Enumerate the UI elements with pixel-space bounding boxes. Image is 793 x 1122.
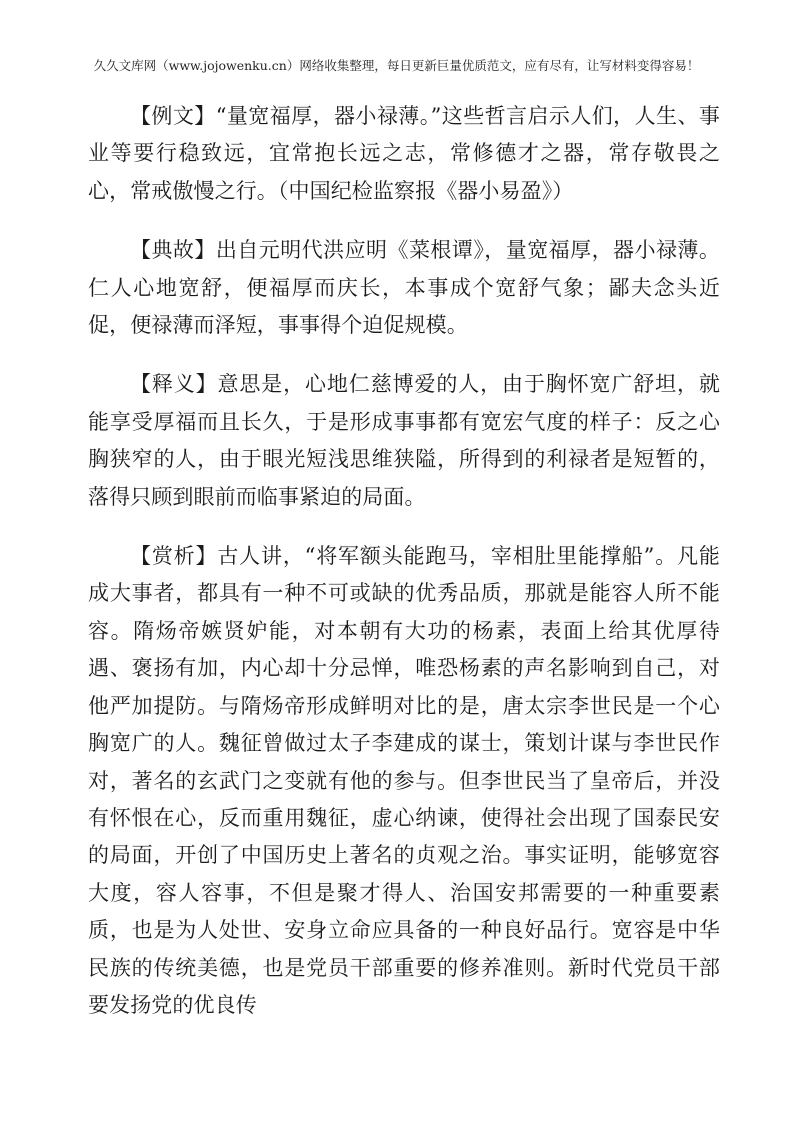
document-body — [88, 98, 720, 1046]
section-label: 【赏析】 — [130, 544, 218, 569]
section-text: “量宽福厚，器小禄薄。”这些哲言启示人们，人生、事业等要行稳致远，宜常抱长远之志，常修德才之器，常存敬畏之心，常戒傲慢之行。（中国纪检监察报《器小易盈》） — [88, 104, 720, 203]
section-text: 古人讲，“将军额头能跑马，宰相肚里能撑船”。凡能成大事者，都具有一种不可或缺的优秀品质，那就是能容人所不能容。隋炀帝嫉贤妒能，对本朝有大功的杨素，表面上给其优厚待遇、褒扬有加，内心却十分忌惮，唯恐杨素的声名影响到自己，对他严加提防。与隋炀帝形成鲜明对比的是，唐太宗李世民是一个心胸宽广的人。魏征曾做过太子李建成的谋士，策划计谋与李世民作对，著名的玄武门之变就有他的参与。但李世民当了皇帝后，并没有怀恨在心，反而重用魏征，虚心纳谏，使得社会出现了国泰民安的局面，开创了中国历史上著名的贞观之治。事实证明，能够宽容大度，容人容事，不但是聚才得人、治国安邦需要的一种重要素质，也是为人处世、安身立命应具备的一种良好品行。宽容是中华民族的传统美德，也是党员干部重要的修养准则。新时代党员干部要发扬党的优良传 — [88, 544, 720, 1017]
section-text: 出自元明代洪应明《菜根谭》，量宽福厚，器小禄薄。仁人心地宽舒，便福厚而庆长，本事成个宽舒气象；鄙夫念头近促，便禄薄而泽短，事事得个迫促规模。 — [88, 238, 720, 338]
section-allusion — [88, 232, 720, 344]
section-label: 【例文】 — [130, 104, 216, 128]
section-interpretation — [88, 366, 720, 516]
section-appreciation — [88, 538, 720, 1024]
section-label: 【典故】 — [130, 238, 216, 263]
page-header: 久久文库网（www.jojowenku.cn）网络收集整理，每日更新巨量优质范文，应有尽有，让写材料变得容易！ — [93, 58, 700, 73]
section-text: 意思是，心地仁慈博爱的人，由于胸怀宽广舒坦，就能享受厚福而且长久，于是形成事事都有宽宏气度的样子：反之心胸狭窄的人，由于眼光短浅思维狭隘，所得到的利禄者是短暂的，落得只顾到眼前而临事紧迫的局面。 — [88, 372, 720, 509]
section-label: 【释义】 — [130, 372, 218, 397]
section-example — [88, 98, 720, 210]
